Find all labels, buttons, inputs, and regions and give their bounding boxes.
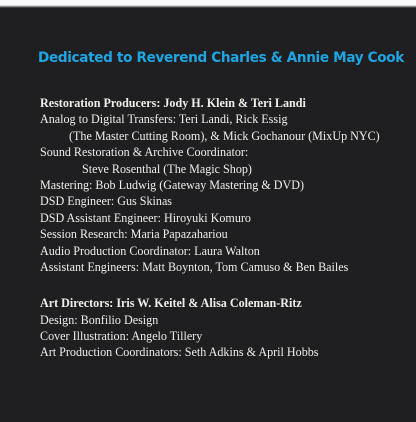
sound-restoration-line: Sound Restoration & Archive Coordinator:: [40, 145, 249, 160]
art-directors-line: Art Directors: Iris W. Keitel & Alisa Coleman-Ritz: [40, 296, 302, 311]
restoration-producers-line: Restoration Producers: Jody H. Klein & Teri Landi: [40, 96, 306, 110]
production-credits-section: [40, 95, 410, 275]
mastering-line: Mastering: Bob Ludwig (Gateway Mastering & DVD): [40, 177, 304, 192]
audio-production-coordinator-line: Audio Production Coordinator: Laura Walton: [40, 243, 260, 258]
art-production-coordinators-line: Art Production Coordinators: Seth Adkins & April Hobbs: [40, 345, 319, 360]
assistant-engineers-line: Assistant Engineers: Matt Boynton, Tom Camuso & Ben Bailes: [40, 259, 349, 274]
page-top-edge: [0, 0, 416, 8]
credits-block: [40, 95, 410, 361]
session-research-line: Session Research: Maria Papazahariou: [40, 227, 228, 242]
analog-transfers-line: Analog to Digital Transfers: Teri Landi, Rick Essig: [40, 112, 288, 127]
dsd-assistant-engineer-line: DSD Assistant Engineer: Hiroyuki Komuro: [40, 210, 251, 225]
analog-transfers-continuation-line: (The Master Cutting Room), & Mick Gochanour (MixUp NYC): [69, 128, 380, 143]
section-spacer: [40, 275, 410, 295]
design-line: Design: Bonfilio Design: [40, 312, 159, 327]
dsd-engineer-line: DSD Engineer: Gus Skinas: [40, 194, 173, 209]
sound-restoration-continuation-line: Steve Rosenthal (The Magic Shop): [82, 161, 252, 176]
art-credits-section: [40, 295, 410, 361]
dedication-heading: Dedicated to Reverend Charles & Annie May Cook: [38, 49, 405, 66]
cover-illustration-line: Cover Illustration: Angelo Tillery: [40, 329, 203, 344]
